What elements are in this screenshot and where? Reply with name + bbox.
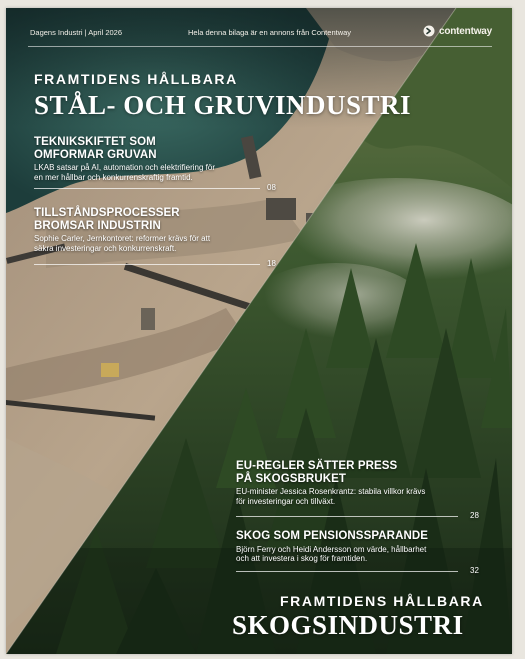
top-kicker: FRAMTIDENS HÅLLBARA <box>34 71 238 87</box>
story-headline: TEKNIKSKIFTET SOM OMFORMAR GRUVAN <box>34 136 157 161</box>
story-headline: EU-REGLER SÄTTER PRESS PÅ SKOGSBRUKET <box>236 460 398 485</box>
publication-line: Dagens Industri | April 2026 <box>30 28 123 37</box>
page-number: 28 <box>470 511 479 520</box>
story-tillstandsprocesser[interactable] <box>34 207 276 268</box>
story-rule <box>34 188 260 189</box>
story-rule <box>236 516 458 517</box>
story-summary: Sophie Carler, Jernkontoret: reformer krävs för att säkra investeringar och konkurrenskraft. <box>34 234 211 253</box>
cover-header <box>6 8 512 48</box>
ad-notice: Hela denna bilaga är en annons från Contentway <box>188 28 352 37</box>
contentway-logo <box>423 25 492 37</box>
story-summary: EU-minister Jessica Rosenkrantz: stabila villkor krävs för investeringar och tillväxt. <box>236 487 426 506</box>
story-headline: TILLSTÅNDSPROCESSER BROMSAR INDUSTRIN <box>34 207 180 232</box>
bottom-kicker: FRAMTIDENS HÅLLBARA <box>280 593 484 609</box>
story-summary: LKAB satsar på AI, automation och elektrifiering för en mer hållbar och konkurrenskraftig framtid. <box>34 163 215 182</box>
story-skog-pension[interactable] <box>236 530 494 575</box>
page-number: 32 <box>470 566 479 575</box>
story-eu-regler[interactable] <box>236 460 494 520</box>
top-section-title: STÅL- OCH GRUVINDUSTRI <box>34 90 412 120</box>
brand-name: contentway <box>438 25 492 37</box>
story-headline: SKOG SOM PENSIONSSPARANDE <box>236 530 429 542</box>
magazine-cover <box>6 8 512 654</box>
page-number: 08 <box>267 183 276 192</box>
story-teknikskiftet[interactable] <box>34 136 276 192</box>
page-number: 18 <box>267 259 276 268</box>
story-rule <box>236 571 458 572</box>
contentway-logo-icon <box>423 25 435 37</box>
story-summary: Björn Ferry och Heidi Andersson om värde, hållbarhet och att investera i skog för framtiden. <box>236 544 427 563</box>
bottom-section-title: SKOGSINDUSTRI <box>232 610 464 640</box>
story-rule <box>34 264 260 265</box>
header-rule <box>28 46 492 47</box>
